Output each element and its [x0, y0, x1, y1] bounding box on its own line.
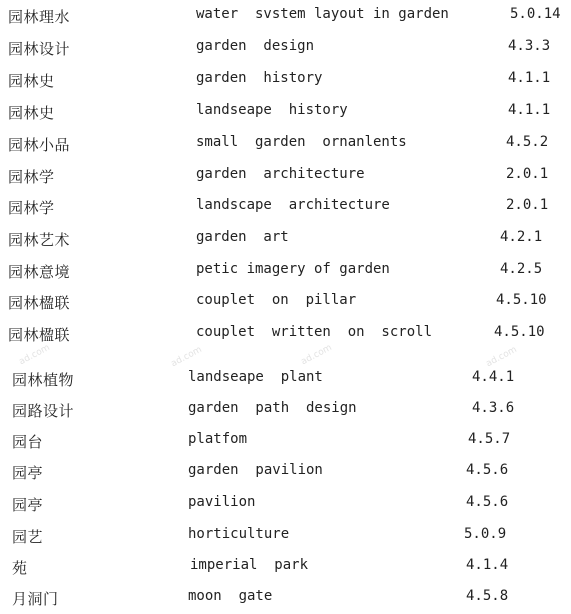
term-chinese: 园亭: [12, 496, 44, 514]
term-chinese: 园林学: [8, 199, 55, 217]
table-row: [0, 324, 571, 350]
section-number: 4.1.1: [508, 70, 551, 86]
term-english: landseape plant: [188, 369, 323, 385]
term-chinese: 园林学: [8, 168, 55, 186]
section-number: 4.3.3: [508, 38, 551, 54]
term-english: garden pavilion: [188, 462, 323, 478]
section-number: 4.2.1: [500, 229, 543, 245]
table-row: [0, 369, 571, 395]
term-chinese: 月洞门: [12, 590, 59, 608]
watermark: ad.com: [169, 344, 204, 370]
table-row: [0, 588, 571, 614]
term-english: garden design: [196, 38, 315, 54]
table-row: [0, 400, 571, 426]
term-english: water svstem layout in garden: [196, 6, 449, 22]
term-chinese: 园林意境: [8, 263, 71, 281]
table-row: [0, 494, 571, 520]
section-number: 4.5.7: [468, 431, 511, 447]
table-row: [0, 261, 571, 287]
table-row: [0, 526, 571, 552]
term-chinese: 园林植物: [12, 371, 75, 389]
table-row: [0, 462, 571, 488]
section-number: 4.5.6: [466, 462, 509, 478]
term-chinese: 园林小品: [8, 136, 71, 154]
watermark: ad.com: [17, 342, 52, 368]
term-english: petic imagery of garden: [196, 261, 390, 277]
term-english: garden art: [196, 229, 289, 245]
section-number: 4.1.4: [466, 557, 509, 573]
section-number: 4.5.6: [466, 494, 509, 510]
section-number: 4.4.1: [472, 369, 515, 385]
table-row: [0, 166, 571, 192]
term-chinese: 园艺: [12, 528, 44, 546]
term-english: pavilion: [188, 494, 256, 510]
table-row: [0, 431, 571, 457]
term-english: garden architecture: [196, 166, 365, 182]
term-chinese: 园台: [12, 433, 44, 451]
term-english: couplet written on scroll: [196, 324, 433, 340]
section-number: 4.5.10: [496, 292, 547, 308]
term-english: garden path design: [188, 400, 357, 416]
section-number: 4.1.1: [508, 102, 551, 118]
section-number: 2.0.1: [506, 197, 549, 213]
term-english: small garden ornanlents: [196, 134, 407, 150]
section-number: 4.5.2: [506, 134, 549, 150]
section-number: 2.0.1: [506, 166, 549, 182]
term-chinese: 园亭: [12, 464, 44, 482]
section-number: 4.3.6: [472, 400, 515, 416]
term-english: landseape history: [196, 102, 348, 118]
table-row: [0, 229, 571, 255]
term-english: couplet on pillar: [196, 292, 357, 308]
section-number: 5.0.9: [464, 526, 507, 542]
table-row: [0, 70, 571, 96]
term-chinese: 园林艺术: [8, 231, 71, 249]
term-chinese: 园林楹联: [8, 294, 71, 312]
table-row: [0, 6, 571, 32]
watermark: ad.com: [484, 344, 519, 370]
term-chinese: 苑: [12, 559, 28, 577]
term-chinese: 园林史: [8, 104, 55, 122]
term-english: garden history: [196, 70, 323, 86]
term-chinese: 园林史: [8, 72, 55, 90]
table-row: [0, 557, 571, 583]
section-number: 4.5.8: [466, 588, 509, 604]
table-row: [0, 134, 571, 160]
term-english: platfom: [188, 431, 248, 447]
term-chinese: 园林设计: [8, 40, 71, 58]
section-number: 4.2.5: [500, 261, 543, 277]
table-row: [0, 102, 571, 128]
term-english: moon gate: [188, 588, 273, 604]
term-english: horticulture: [188, 526, 290, 542]
table-row: [0, 197, 571, 223]
section-number: 5.0.14: [510, 6, 561, 22]
term-english: landscape architecture: [196, 197, 390, 213]
term-chinese: 园林理水: [8, 8, 71, 26]
term-english: imperial park: [190, 557, 309, 573]
term-chinese: 园林楹联: [8, 326, 71, 344]
section-number: 4.5.10: [494, 324, 545, 340]
table-row: [0, 292, 571, 318]
table-row: [0, 38, 571, 64]
term-chinese: 园路设计: [12, 402, 75, 420]
watermark: ad.com: [299, 342, 334, 368]
